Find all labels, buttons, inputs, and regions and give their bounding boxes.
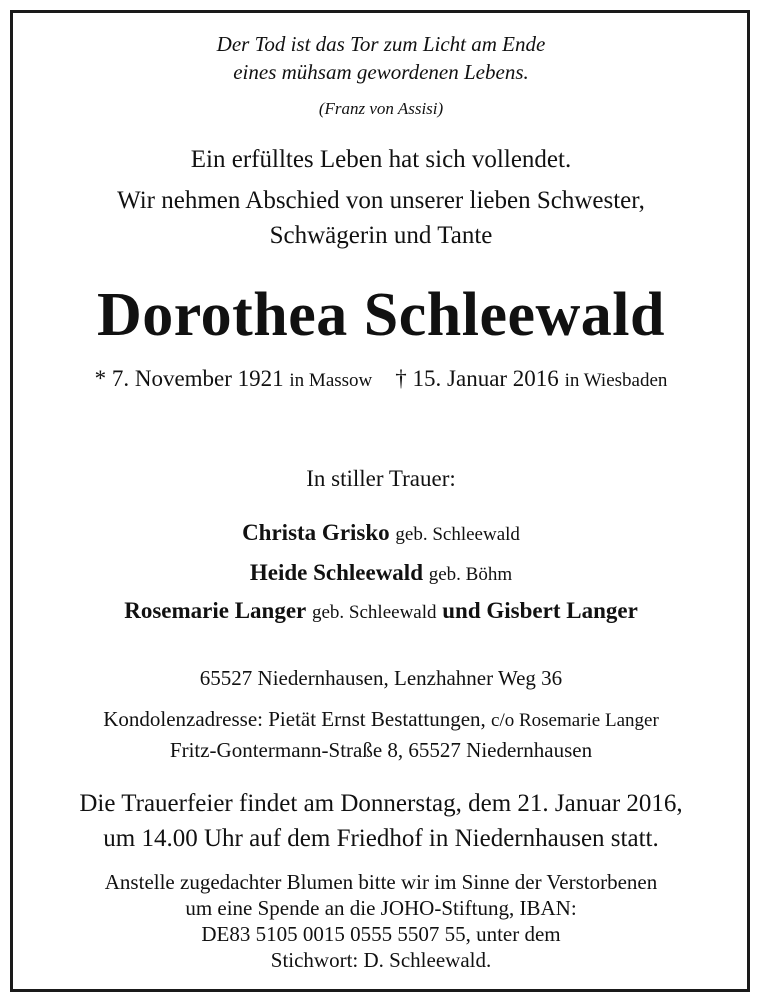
quote-line-2: eines mühsam gewordenen Lebens. — [233, 60, 529, 84]
mourning-heading: In stiller Trauer: — [306, 466, 456, 491]
intro-line-2: Wir nehmen Abschied von unserer lieben Schwester, — [117, 187, 645, 214]
mourner-3-name: Rosemarie Langer — [124, 598, 307, 623]
life-dates — [0, 366, 762, 392]
death-date: † 15. Januar 2016 — [395, 366, 559, 391]
mourner-3 — [0, 598, 762, 624]
birth-date: * 7. November 1921 — [94, 366, 284, 391]
death-place: in Wiesbaden — [564, 370, 668, 391]
intro-line-3: Schwägerin und Tante — [269, 222, 493, 249]
ceremony-line-1: Die Trauerfeier findet am Donnerstag, dem 21. Januar 2016, — [79, 790, 683, 817]
address-line-3: Fritz-Gontermann-Straße 8, 65527 Niedernhausen — [169, 738, 593, 762]
mourner-2-name: Heide Schleewald — [249, 560, 423, 585]
mourner-2 — [0, 560, 762, 586]
condolence-label: Kondolenzadresse: Pietät Ernst Bestattungen, — [103, 707, 486, 731]
address-line-1: 65527 Niedernhausen, Lenzhahner Weg 36 — [199, 666, 563, 690]
mourner-1 — [0, 520, 762, 546]
flowers-line-1: Anstelle zugedachter Blumen bitte wir im Sinne der Verstorbenen — [104, 870, 658, 894]
mourner-3-note: geb. Schleewald — [312, 602, 437, 623]
quote-line-1: Der Tod ist das Tor zum Licht am Ende — [216, 32, 546, 56]
deceased-name: Dorothea Schleewald — [96, 281, 666, 349]
mourner-3-partner: und Gisbert Langer — [442, 598, 638, 623]
condolence-note: c/o Rosemarie Langer — [491, 710, 659, 731]
intro-line-1: Ein erfülltes Leben hat sich vollendet. — [190, 146, 572, 173]
flowers-line-2: um eine Spende an die JOHO-Stiftung, IBAN: — [185, 896, 577, 920]
birth-place: in Massow — [289, 370, 373, 391]
flowers-line-4: Stichwort: D. Schleewald. — [270, 948, 492, 972]
ceremony-line-2: um 14.00 Uhr auf dem Friedhof in Niedernhausen statt. — [103, 825, 659, 852]
flowers-line-3: DE83 5105 0015 0555 5507 55, unter dem — [201, 922, 561, 946]
quote-author: (Franz von Assisi) — [318, 99, 444, 118]
mourner-2-note: geb. Böhm — [428, 564, 513, 585]
condolence-address — [0, 707, 762, 732]
mourner-1-note: geb. Schleewald — [395, 524, 520, 545]
mourner-1-name: Christa Grisko — [242, 520, 390, 545]
